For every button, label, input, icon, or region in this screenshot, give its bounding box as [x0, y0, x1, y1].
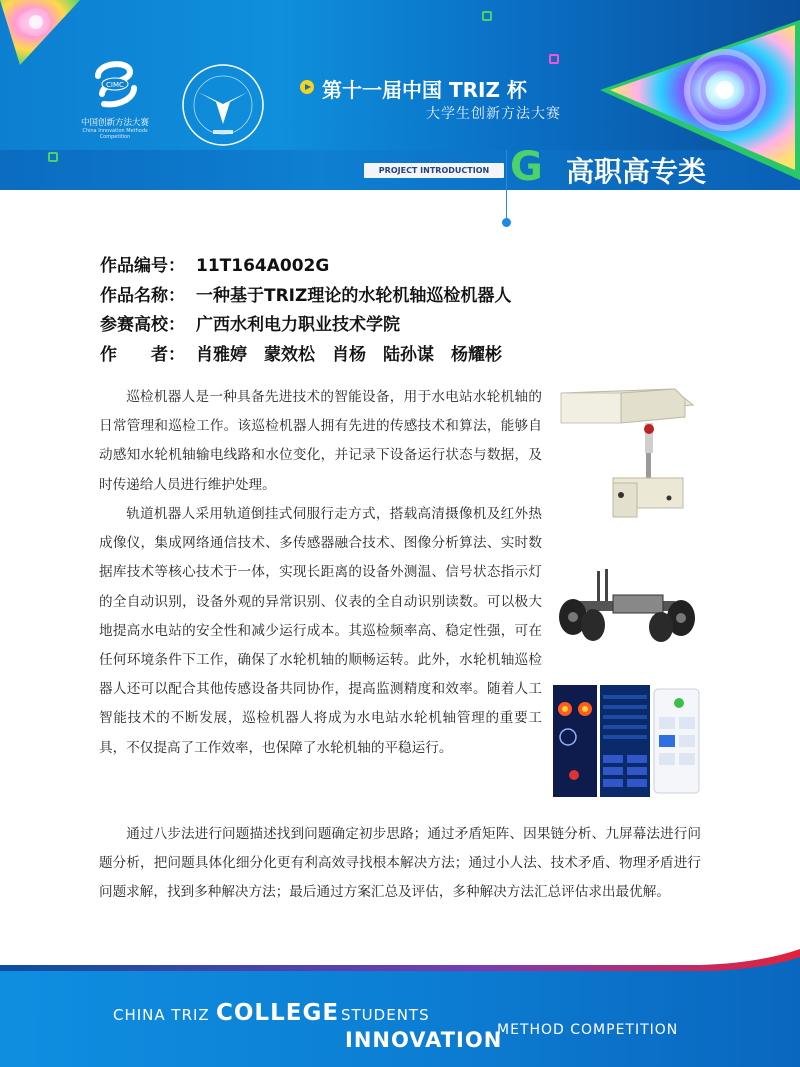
name-value: 一种基于TRIZ理论的水轮机轴巡检机器人: [196, 285, 512, 306]
square-dot-decoration: [482, 11, 492, 21]
competition-subtitle: 大学生创新方法大赛: [426, 106, 561, 122]
info-row-school: [100, 311, 511, 341]
info-row-id: [100, 252, 511, 282]
header-banner: [0, 0, 800, 190]
author-label: 作 者：: [100, 344, 185, 365]
intro-paragraph: 巡检机器人是一种具备先进技术的智能设备，用于水电站水轮机轴的日常管理和巡检工作。该巡检机器人拥有先进的传感技术和算法，能够自动感知水轮机轴输电线路和水位变化，并记录下设备运行状态与数据，及时传递给人员进行维护处理。: [99, 389, 542, 493]
school-label: 参赛高校：: [100, 315, 185, 335]
info-row-authors: [100, 341, 511, 371]
cimc-logo-en: China Innovation Methods Competition: [82, 128, 148, 140]
competition-title: 第十一届中国 TRIZ 杯: [322, 78, 527, 102]
wheeled-robot-photo: [553, 563, 703, 653]
project-info: [100, 252, 511, 370]
cimc-mark-text: CIMC: [106, 81, 124, 89]
square-dot-decoration: [48, 152, 58, 162]
school-value: 广西水利电力职业技术学院: [196, 315, 400, 335]
author-value: 肖雅婷 蒙效松 肖杨 陆孙谋 杨耀彬: [196, 344, 502, 365]
category-letter: G: [510, 144, 543, 190]
cimc-logo-cn: 中国创新方法大赛: [80, 118, 149, 128]
square-dot-decoration: [549, 54, 559, 64]
footer-students: STUDENTS: [341, 1006, 430, 1024]
robot-paragraph: 轨道机器人采用轨道倒挂式伺服行走方式，搭载高清摄像机及红外热成像仪，集成网络通信技术、多传感器融合技术、图像分析算法、实时数据库技术等核心技术于一体，实现长距离的设备外测温、信号状态指示灯的全自动识别，设备外观的异常识别、仪表的全自动识别读数。可以极大地提高水电站的安全性和减少运行成本。其巡检频率高、稳定性强，可在任何环境条件下工作，确保了水轮机轴的顺畅运转。此外，水轮机轴巡检器人还可以配合其他传感设备共同协作，提高监测精度和效率。随着人工智能技术的不断发展，巡检机器人将成为水电站水轮机轴管理的重要工具，不仅提高了工作效率，也保障了水轮机轴的平稳运行。: [99, 506, 542, 756]
method-paragraph: 通过八步法进行问题描述找到问题确定初步思路；通过矛盾矩阵、因果链分析、九屏幕法进行问题分析，把问题具体化细分化更有利高效寻找根本解决方法；通过小人法、技术矛盾、物理矛盾进行问题求解，找到多种解决方法；最后通过方案汇总及评估，多种解决方法汇总评估求出最优解。: [99, 826, 701, 900]
name-label: 作品名称：: [100, 285, 185, 306]
footer-innovation: INNOVATION: [345, 1028, 503, 1052]
corner-prism-decoration: [0, 0, 90, 70]
divider-line: [506, 150, 507, 222]
project-introduction-tag: PROJECT INTRODUCTION: [364, 163, 504, 178]
footer-method-competition: METHOD COMPETITION: [497, 1022, 679, 1038]
robot-device-photo: [553, 383, 703, 523]
id-value: 11T164A002G: [196, 256, 330, 276]
info-row-name: [100, 282, 511, 312]
competition-seal-logo: [180, 62, 266, 148]
play-icon: [300, 80, 314, 94]
cimc-logo: [78, 58, 152, 148]
footer-college: COLLEGE: [216, 1000, 340, 1026]
footer-china-triz: CHINA TRIZ: [113, 1006, 210, 1024]
monitoring-ui-screenshot: [553, 685, 703, 797]
divider-dot: [502, 218, 511, 227]
cimc-emblem-icon: [90, 58, 140, 110]
id-label: 作品编号：: [100, 256, 185, 276]
category-name: 高职高专类: [566, 155, 707, 188]
